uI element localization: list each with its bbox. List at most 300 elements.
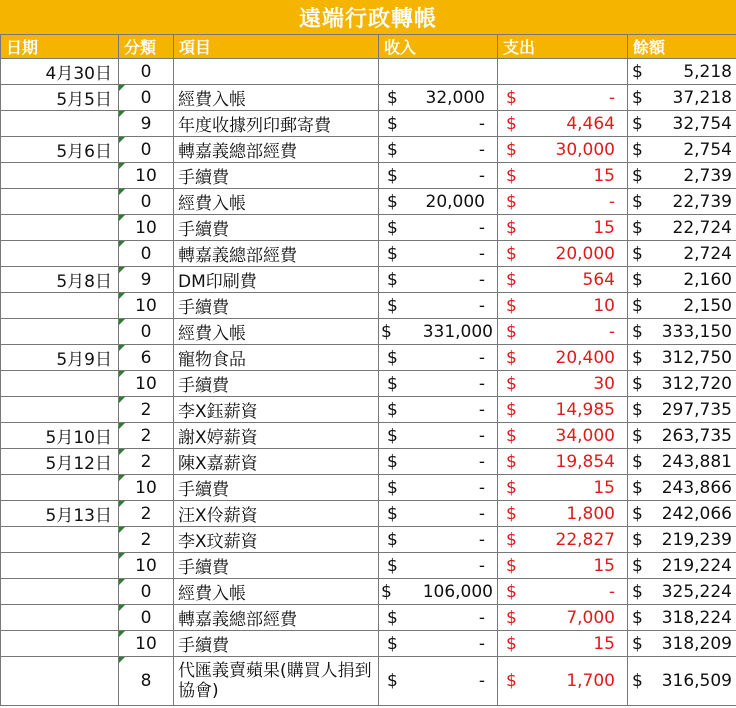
cell-item[interactable]: 手續費 — [174, 631, 379, 657]
currency-symbol: $ — [387, 555, 398, 576]
cell-category[interactable]: 2 — [119, 449, 174, 475]
currency-symbol: $ — [387, 529, 398, 550]
currency-symbol: $ — [387, 243, 398, 264]
table-row — [1, 579, 736, 605]
cell-category[interactable]: 2 — [119, 397, 174, 423]
cell-date[interactable]: 5月8日 — [1, 267, 119, 293]
currency-symbol: $ — [506, 373, 517, 394]
cell-balance[interactable] — [628, 657, 736, 706]
cell-balance[interactable] — [628, 579, 736, 605]
currency-symbol: $ — [387, 139, 398, 160]
cell-balance[interactable] — [628, 475, 736, 501]
currency-symbol: $ — [632, 503, 643, 524]
cell-category[interactable]: 0 — [119, 319, 174, 345]
amount-value: 219,224 — [661, 555, 732, 576]
cell-income[interactable] — [379, 579, 498, 605]
cell-balance[interactable] — [628, 605, 736, 631]
cell-income[interactable] — [379, 59, 498, 85]
amount-value: 30,000 — [555, 139, 615, 160]
table-row — [1, 163, 736, 189]
cell-item[interactable]: 經費入帳 — [174, 189, 379, 215]
cell-expense[interactable] — [498, 553, 628, 579]
currency-symbol: $ — [632, 347, 643, 368]
cell-item[interactable]: 轉嘉義總部經費 — [174, 137, 379, 163]
header-income[interactable]: 收入 — [379, 35, 498, 59]
currency-symbol: $ — [387, 399, 398, 420]
cell-expense[interactable] — [498, 137, 628, 163]
cell-category[interactable]: 0 — [119, 605, 174, 631]
amount-value: 32,000 — [425, 87, 485, 108]
cell-item[interactable]: 手續費 — [174, 163, 379, 189]
cell-balance[interactable] — [628, 189, 736, 215]
cell-category[interactable]: 6 — [119, 345, 174, 371]
cell-income[interactable] — [379, 371, 498, 397]
table-row — [1, 111, 736, 137]
amount-value: 333,150 — [661, 321, 732, 342]
amount-value: 15 — [593, 165, 615, 186]
cell-item[interactable]: 陳X嘉薪資 — [174, 449, 379, 475]
amount-value: - — [478, 373, 485, 394]
currency-symbol: $ — [632, 529, 643, 550]
amount-value: 2,754 — [683, 139, 732, 160]
amount-value: 20,000 — [555, 243, 615, 264]
cell-expense[interactable] — [498, 631, 628, 657]
cell-income[interactable] — [379, 293, 498, 319]
cell-category[interactable]: 10 — [119, 475, 174, 501]
table-row — [1, 293, 736, 319]
cell-expense[interactable] — [498, 423, 628, 449]
amount-value: 20,400 — [555, 347, 615, 368]
amount-value: 331,000 — [422, 321, 493, 342]
cell-expense[interactable] — [498, 371, 628, 397]
cell-category[interactable]: 0 — [119, 579, 174, 605]
table-row — [1, 137, 736, 163]
currency-symbol: $ — [506, 503, 517, 524]
table-row — [1, 85, 736, 111]
cell-income[interactable] — [379, 111, 498, 137]
amount-value: 318,224 — [661, 607, 732, 628]
currency-symbol: $ — [632, 671, 643, 691]
cell-date[interactable]: 5月9日 — [1, 345, 119, 371]
table-row — [1, 397, 736, 423]
cell-income[interactable] — [379, 449, 498, 475]
amount-value: 2,160 — [683, 269, 732, 290]
ledger-body — [1, 59, 736, 706]
amount-value: 22,739 — [672, 191, 732, 212]
cell-category[interactable]: 2 — [119, 423, 174, 449]
amount-value: 1,700 — [566, 671, 615, 691]
cell-expense[interactable] — [498, 449, 628, 475]
cell-expense[interactable] — [498, 475, 628, 501]
cell-item[interactable] — [174, 59, 379, 85]
amount-value: - — [478, 399, 485, 420]
amount-value: 312,750 — [661, 347, 732, 368]
cell-balance[interactable] — [628, 553, 736, 579]
cell-income[interactable] — [379, 397, 498, 423]
currency-symbol: $ — [632, 139, 643, 160]
cell-income[interactable] — [379, 605, 498, 631]
cell-income[interactable] — [379, 631, 498, 657]
table-row — [1, 657, 736, 706]
cell-expense[interactable] — [498, 293, 628, 319]
amount-value: - — [478, 269, 485, 290]
cell-item[interactable]: 手續費 — [174, 215, 379, 241]
cell-date[interactable] — [1, 215, 119, 241]
cell-category[interactable]: 0 — [119, 241, 174, 267]
amount-value: - — [478, 633, 485, 654]
currency-symbol: $ — [632, 451, 643, 472]
cell-expense[interactable] — [498, 189, 628, 215]
cell-item[interactable]: 轉嘉義總部經費 — [174, 241, 379, 267]
cell-item[interactable]: 經費入帳 — [174, 579, 379, 605]
amount-value: - — [478, 295, 485, 316]
cell-date[interactable] — [1, 111, 119, 137]
cell-item[interactable]: 代匯義賣蘋果(購買人捐到協會) — [174, 657, 379, 706]
table-row — [1, 631, 736, 657]
cell-category[interactable]: 2 — [119, 501, 174, 527]
currency-symbol: $ — [506, 425, 517, 446]
table-row — [1, 267, 736, 293]
cell-expense[interactable] — [498, 241, 628, 267]
cell-date[interactable]: 5月12日 — [1, 449, 119, 475]
table-row — [1, 475, 736, 501]
cell-income[interactable] — [379, 85, 498, 111]
currency-symbol: $ — [506, 165, 517, 186]
cell-date[interactable] — [1, 553, 119, 579]
cell-expense[interactable] — [498, 215, 628, 241]
cell-date[interactable] — [1, 241, 119, 267]
cell-category[interactable]: 2 — [119, 527, 174, 553]
cell-date[interactable]: 5月6日 — [1, 137, 119, 163]
cell-expense[interactable] — [498, 605, 628, 631]
cell-category[interactable]: 0 — [119, 59, 174, 85]
cell-category[interactable]: 0 — [119, 189, 174, 215]
amount-value: 106,000 — [422, 581, 493, 602]
cell-category[interactable]: 10 — [119, 293, 174, 319]
header-row — [1, 35, 736, 59]
amount-value: 20,000 — [425, 191, 485, 212]
cell-date[interactable] — [1, 189, 119, 215]
amount-value: - — [478, 671, 485, 691]
currency-symbol: $ — [632, 399, 643, 420]
cell-income[interactable] — [379, 319, 498, 345]
cell-date[interactable] — [1, 579, 119, 605]
currency-symbol: $ — [632, 61, 643, 82]
amount-value: - — [478, 347, 485, 368]
currency-symbol: $ — [387, 165, 398, 186]
table-row — [1, 449, 736, 475]
amount-value: 30 — [593, 373, 615, 394]
cell-item[interactable]: 經費入帳 — [174, 319, 379, 345]
cell-balance[interactable] — [628, 527, 736, 553]
cell-balance[interactable] — [628, 293, 736, 319]
cell-balance[interactable] — [628, 241, 736, 267]
cell-income[interactable] — [379, 423, 498, 449]
amount-value: 32,754 — [672, 113, 732, 134]
table-row — [1, 527, 736, 553]
amount-value: 10 — [593, 295, 615, 316]
amount-value: 22,724 — [672, 217, 732, 238]
currency-symbol: $ — [387, 113, 398, 134]
cell-expense[interactable] — [498, 163, 628, 189]
cell-balance[interactable] — [628, 397, 736, 423]
cell-expense[interactable] — [498, 111, 628, 137]
currency-symbol: $ — [506, 671, 517, 691]
amount-value: 2,150 — [683, 295, 732, 316]
cell-date[interactable] — [1, 475, 119, 501]
cell-balance[interactable] — [628, 137, 736, 163]
currency-symbol: $ — [506, 113, 517, 134]
amount-value: 2,739 — [683, 165, 732, 186]
amount-value: 15 — [593, 555, 615, 576]
cell-income[interactable] — [379, 189, 498, 215]
cell-date[interactable]: 5月5日 — [1, 85, 119, 111]
currency-symbol: $ — [632, 633, 643, 654]
currency-symbol: $ — [632, 165, 643, 186]
amount-value: 297,735 — [661, 399, 732, 420]
currency-symbol: $ — [387, 607, 398, 628]
sheet-title: 遠端行政轉帳 — [0, 0, 736, 34]
amount-value: 316,509 — [661, 671, 732, 691]
cell-date[interactable] — [1, 605, 119, 631]
header-item[interactable]: 項目 — [174, 35, 379, 59]
cell-income[interactable] — [379, 215, 498, 241]
currency-symbol: $ — [506, 399, 517, 420]
currency-symbol: $ — [387, 425, 398, 446]
amount-value: 5,218 — [683, 61, 732, 82]
amount-value: - — [478, 217, 485, 238]
cell-expense[interactable] — [498, 397, 628, 423]
currency-symbol: $ — [506, 607, 517, 628]
cell-expense[interactable] — [498, 319, 628, 345]
amount-value: 15 — [593, 477, 615, 498]
amount-value: 19,854 — [555, 451, 615, 472]
currency-symbol: $ — [632, 321, 643, 342]
cell-income[interactable] — [379, 475, 498, 501]
currency-symbol: $ — [506, 269, 517, 290]
cell-balance[interactable] — [628, 267, 736, 293]
cell-income[interactable] — [379, 527, 498, 553]
cell-balance[interactable] — [628, 319, 736, 345]
table-row — [1, 215, 736, 241]
ledger-table — [0, 34, 736, 706]
header-balance[interactable]: 餘額 — [628, 35, 736, 59]
currency-symbol: $ — [632, 295, 643, 316]
amount-value: 564 — [582, 269, 615, 290]
currency-symbol: $ — [632, 477, 643, 498]
cell-expense[interactable] — [498, 85, 628, 111]
cell-category[interactable]: 8 — [119, 657, 174, 706]
cell-category[interactable]: 10 — [119, 553, 174, 579]
currency-symbol: $ — [506, 217, 517, 238]
currency-symbol: $ — [387, 373, 398, 394]
cell-balance[interactable] — [628, 345, 736, 371]
currency-symbol: $ — [632, 269, 643, 290]
amount-value: 318,209 — [661, 633, 732, 654]
cell-balance[interactable] — [628, 85, 736, 111]
amount-value: - — [478, 607, 485, 628]
cell-expense[interactable] — [498, 501, 628, 527]
cell-category[interactable]: 0 — [119, 85, 174, 111]
currency-symbol: $ — [632, 113, 643, 134]
currency-symbol: $ — [506, 347, 517, 368]
cell-item[interactable]: 寵物食品 — [174, 345, 379, 371]
cell-item[interactable]: 手續費 — [174, 475, 379, 501]
currency-symbol: $ — [387, 671, 398, 691]
amount-value: - — [608, 321, 615, 342]
currency-symbol: $ — [387, 217, 398, 238]
currency-symbol: $ — [387, 191, 398, 212]
currency-symbol: $ — [387, 269, 398, 290]
cell-income[interactable] — [379, 657, 498, 706]
amount-value: - — [608, 191, 615, 212]
cell-date[interactable]: 5月13日 — [1, 501, 119, 527]
cell-income[interactable] — [379, 241, 498, 267]
cell-date[interactable] — [1, 657, 119, 706]
table-row — [1, 605, 736, 631]
amount-value: - — [608, 581, 615, 602]
table-row — [1, 423, 736, 449]
cell-category[interactable]: 9 — [119, 267, 174, 293]
cell-balance[interactable] — [628, 111, 736, 137]
amount-value: 219,239 — [661, 529, 732, 550]
cell-expense[interactable] — [498, 579, 628, 605]
cell-expense[interactable] — [498, 657, 628, 706]
amount-value: - — [478, 243, 485, 264]
cell-date[interactable]: 5月10日 — [1, 423, 119, 449]
cell-expense[interactable] — [498, 267, 628, 293]
header-date[interactable]: 日期 — [1, 35, 119, 59]
currency-symbol: $ — [381, 321, 392, 342]
cell-balance[interactable] — [628, 163, 736, 189]
cell-item[interactable]: 汪X伶薪資 — [174, 501, 379, 527]
amount-value: 325,224 — [661, 581, 732, 602]
amount-value: - — [478, 451, 485, 472]
cell-category[interactable]: 10 — [119, 215, 174, 241]
table-row — [1, 59, 736, 85]
currency-symbol: $ — [632, 607, 643, 628]
cell-date[interactable] — [1, 527, 119, 553]
currency-symbol: $ — [506, 243, 517, 264]
cell-balance[interactable] — [628, 59, 736, 85]
cell-expense[interactable] — [498, 345, 628, 371]
cell-category[interactable]: 10 — [119, 371, 174, 397]
cell-date[interactable] — [1, 371, 119, 397]
header-expense[interactable]: 支出 — [498, 35, 628, 59]
amount-value: 34,000 — [555, 425, 615, 446]
currency-symbol: $ — [506, 555, 517, 576]
cell-income[interactable] — [379, 137, 498, 163]
currency-symbol: $ — [632, 243, 643, 264]
currency-symbol: $ — [387, 503, 398, 524]
currency-symbol: $ — [506, 581, 517, 602]
amount-value: 15 — [593, 633, 615, 654]
cell-income[interactable] — [379, 267, 498, 293]
cell-date[interactable] — [1, 293, 119, 319]
cell-income[interactable] — [379, 345, 498, 371]
amount-value: - — [478, 503, 485, 524]
cell-date[interactable] — [1, 163, 119, 189]
cell-item[interactable]: 經費入帳 — [174, 85, 379, 111]
table-row — [1, 345, 736, 371]
cell-income[interactable] — [379, 553, 498, 579]
cell-item[interactable]: 手續費 — [174, 293, 379, 319]
currency-symbol: $ — [632, 581, 643, 602]
amount-value: 37,218 — [672, 87, 732, 108]
amount-value: - — [478, 425, 485, 446]
cell-expense[interactable] — [498, 59, 628, 85]
table-row — [1, 319, 736, 345]
currency-symbol: $ — [506, 295, 517, 316]
table-row — [1, 189, 736, 215]
currency-symbol: $ — [381, 581, 392, 602]
cell-income[interactable] — [379, 501, 498, 527]
currency-symbol: $ — [506, 87, 517, 108]
cell-date[interactable] — [1, 319, 119, 345]
currency-symbol: $ — [632, 555, 643, 576]
currency-symbol: $ — [506, 321, 517, 342]
cell-category[interactable]: 10 — [119, 631, 174, 657]
cell-item[interactable]: 手續費 — [174, 553, 379, 579]
cell-item[interactable]: 李X鈺薪資 — [174, 397, 379, 423]
cell-category[interactable]: 0 — [119, 137, 174, 163]
cell-balance[interactable] — [628, 501, 736, 527]
amount-value: - — [608, 87, 615, 108]
cell-date[interactable] — [1, 397, 119, 423]
amount-value: 4,464 — [566, 113, 615, 134]
currency-symbol: $ — [632, 373, 643, 394]
currency-symbol: $ — [506, 633, 517, 654]
cell-item[interactable]: 李X玟薪資 — [174, 527, 379, 553]
amount-value: 1,800 — [566, 503, 615, 524]
amount-value: 312,720 — [661, 373, 732, 394]
cell-income[interactable] — [379, 163, 498, 189]
cell-balance[interactable] — [628, 215, 736, 241]
amount-value: - — [478, 139, 485, 160]
currency-symbol: $ — [506, 451, 517, 472]
amount-value: - — [478, 113, 485, 134]
cell-balance[interactable] — [628, 371, 736, 397]
amount-value: 14,985 — [555, 399, 615, 420]
amount-value: 263,735 — [661, 425, 732, 446]
amount-value: 22,827 — [555, 529, 615, 550]
cell-item[interactable]: 轉嘉義總部經費 — [174, 605, 379, 631]
cell-item[interactable]: 手續費 — [174, 371, 379, 397]
currency-symbol: $ — [387, 451, 398, 472]
amount-value: 15 — [593, 217, 615, 238]
header-category[interactable]: 分類 — [119, 35, 174, 59]
cell-date[interactable]: 4月30日 — [1, 59, 119, 85]
cell-item[interactable]: 謝X婷薪資 — [174, 423, 379, 449]
cell-category[interactable]: 10 — [119, 163, 174, 189]
cell-balance[interactable] — [628, 631, 736, 657]
currency-symbol: $ — [632, 87, 643, 108]
amount-value: - — [478, 529, 485, 550]
cell-item[interactable]: DM印刷費 — [174, 267, 379, 293]
currency-symbol: $ — [506, 529, 517, 550]
cell-item[interactable]: 年度收據列印郵寄費 — [174, 111, 379, 137]
cell-balance[interactable] — [628, 449, 736, 475]
currency-symbol: $ — [387, 87, 398, 108]
currency-symbol: $ — [387, 295, 398, 316]
cell-expense[interactable] — [498, 527, 628, 553]
amount-value: 243,881 — [661, 451, 732, 472]
cell-category[interactable]: 9 — [119, 111, 174, 137]
cell-date[interactable] — [1, 631, 119, 657]
cell-balance[interactable] — [628, 423, 736, 449]
currency-symbol: $ — [387, 347, 398, 368]
amount-value: - — [478, 165, 485, 186]
